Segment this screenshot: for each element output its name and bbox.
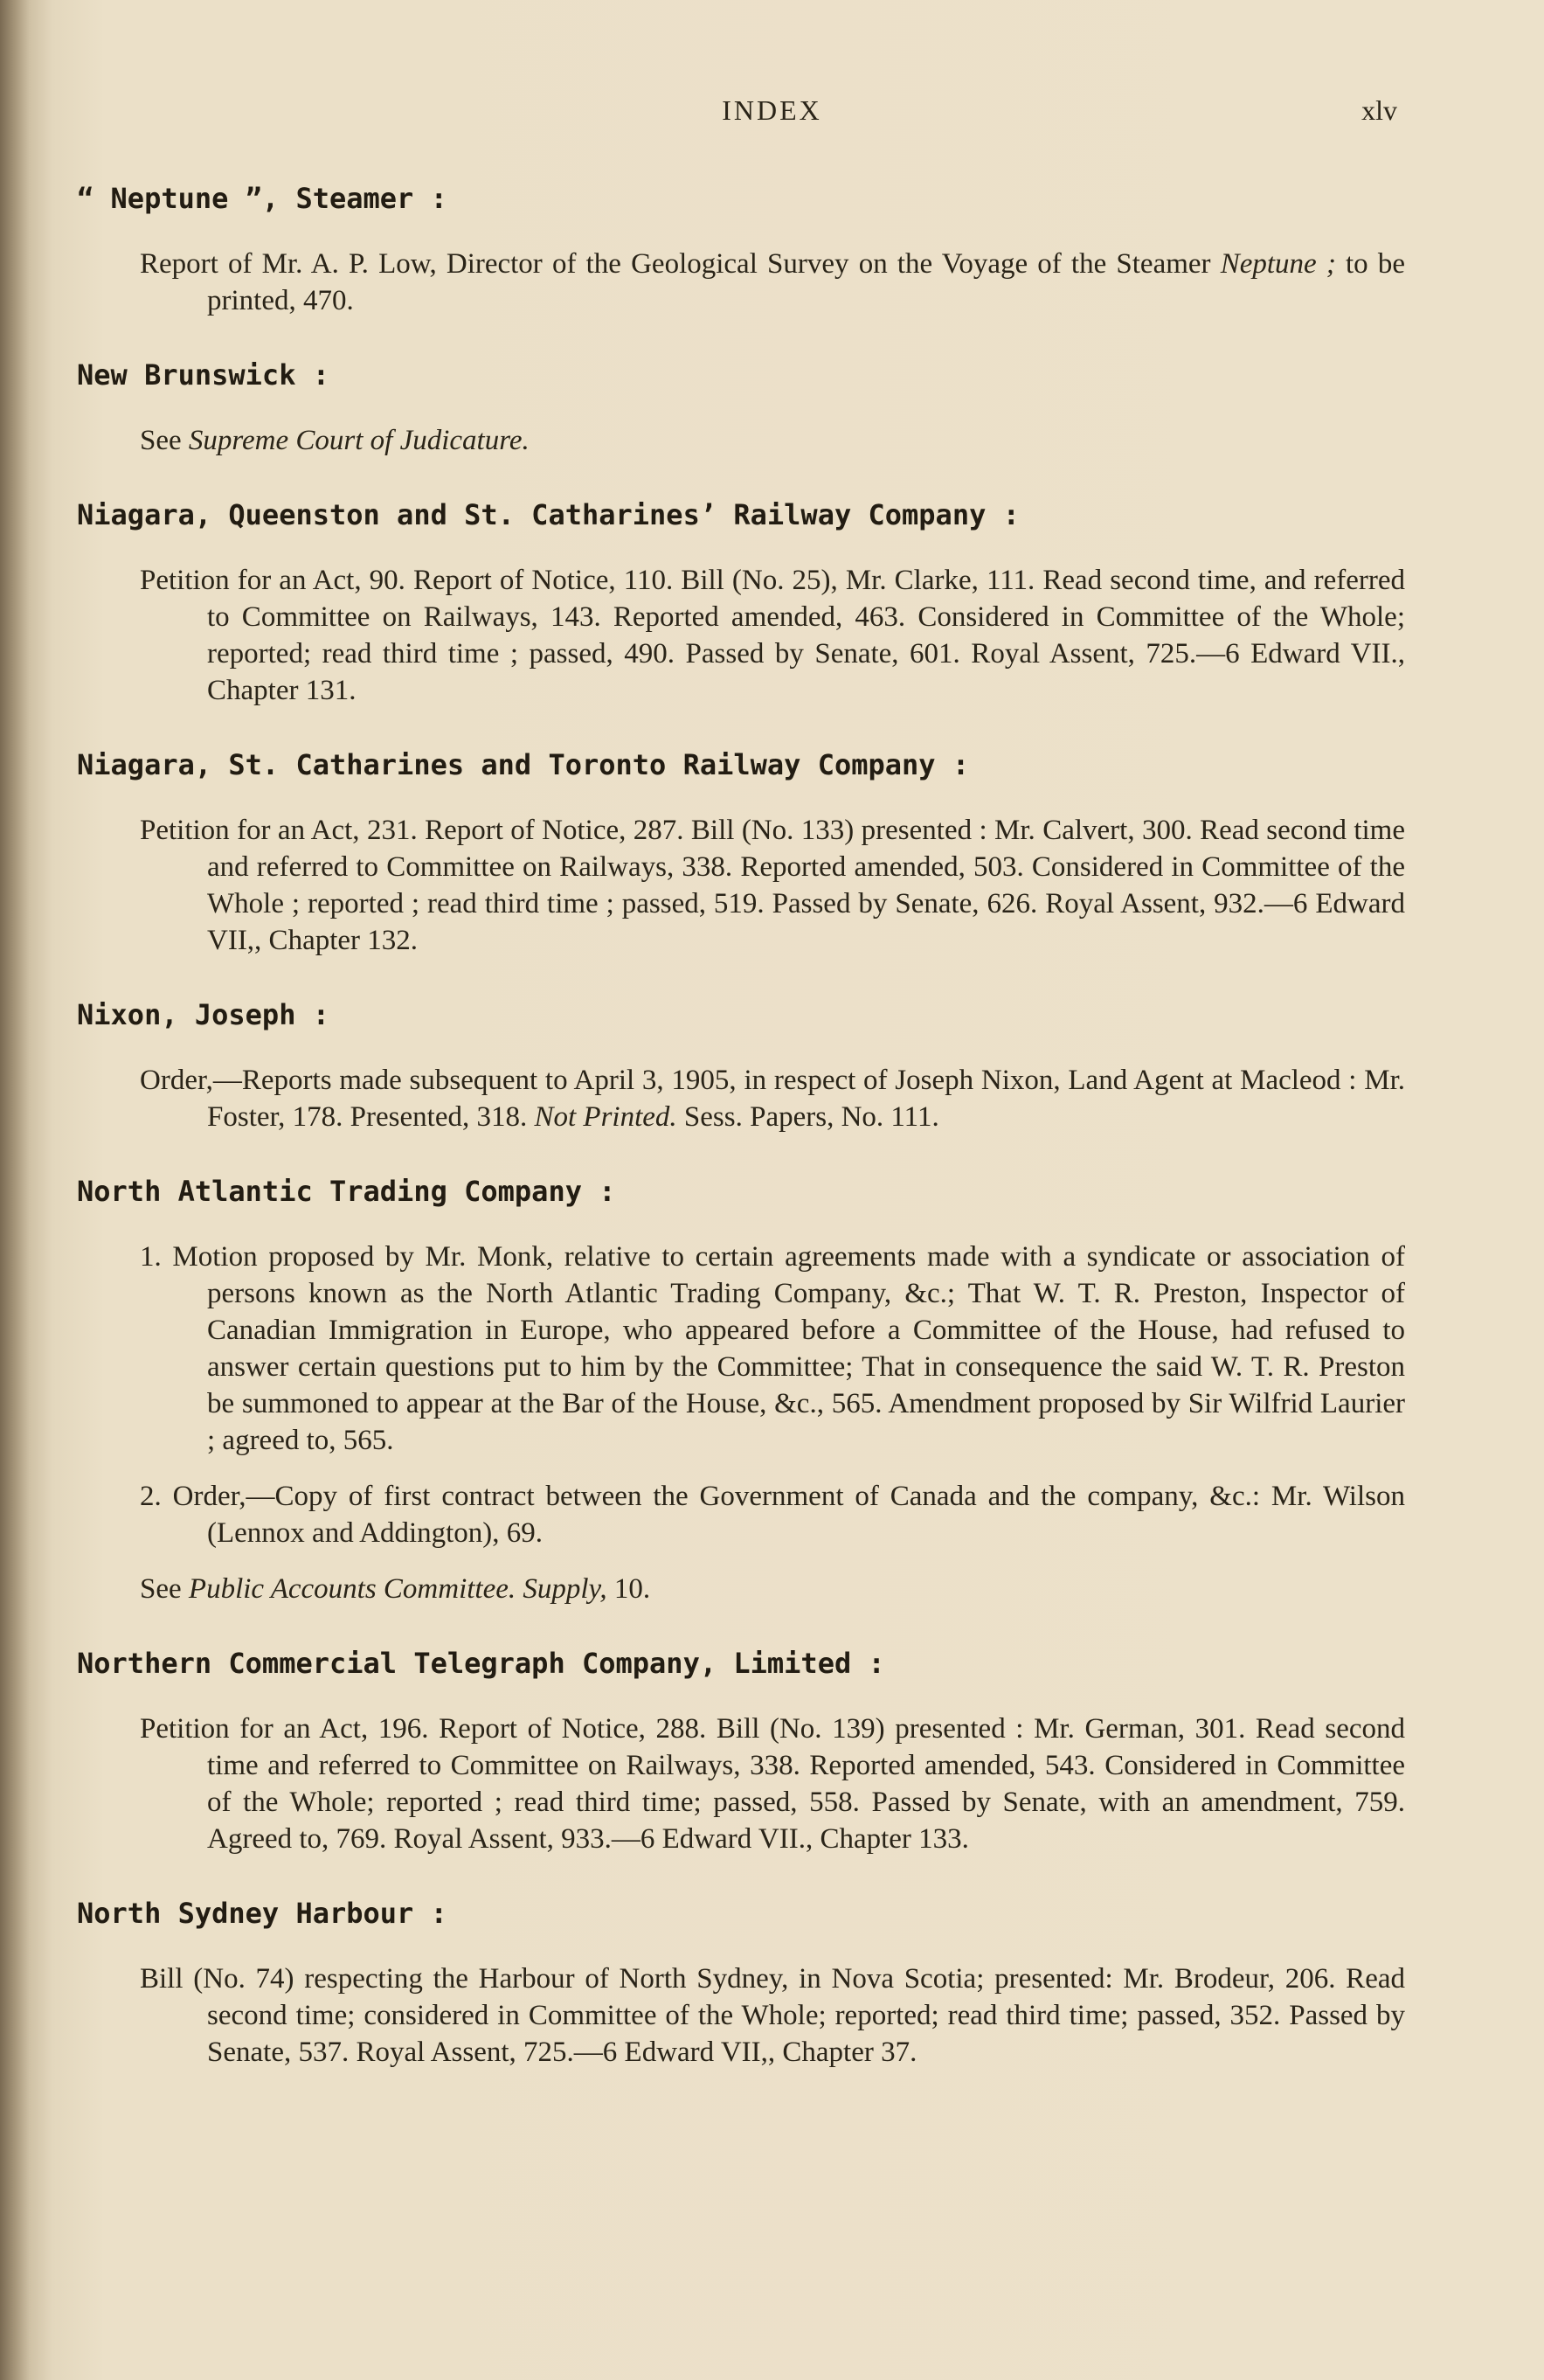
- entry-text: Order,—Reports made subsequent to April 3, 1905, in respect of Joseph Nixon, Land Agent at Macleod : Mr. Foster, 178. Presented, 318. Not Printed. Sess. Papers, No. 111.: [140, 1065, 1405, 1133]
- index-entry-niagara-queenston: [77, 496, 1405, 709]
- entry-item: 1. Motion proposed by Mr. Monk, relative to certain agreements made with a syndicate or association of persons known as the North Atlantic Trading Company, &c.; That W. T. R. Preston, Inspector of Canadian Immigration in Europe, who appeared before a Committee of the House, had refused to answer certain questions put to him by the Committee; That in consequence the said W. T. R. Preston be summoned to appear at the Bar of the House, &c., 565. Amendment proposed by Sir Wilfrid Laurier ; agreed to, 565.: [140, 1241, 1405, 1456]
- index-entry-niagara-st-catharines: [77, 746, 1405, 959]
- running-title: INDEX: [722, 94, 822, 126]
- index-entry-north-sydney-harbour: [77, 1894, 1405, 2071]
- entry-text: Report of Mr. A. P. Low, Director of the Geological Survey on the Voyage of the Steamer Neptune ; to be printed, 470.: [140, 248, 1405, 316]
- entry-heading: North Sydney Harbour :: [77, 1897, 447, 1930]
- see-reference: See Supreme Court of Judicature.: [140, 425, 530, 456]
- entry-heading: Nixon, Joseph :: [77, 998, 329, 1031]
- entry-text: Petition for an Act, 90. Report of Notice, 110. Bill (No. 25), Mr. Clarke, 111. Read second time, and referred to Committee on Railways, 143. Reported amended, 463. Considered in Committee of the Whole; reported; read third time ; passed, 490. Passed by Senate, 601. Royal Assent, 725.—6 Edward VII., Chapter 131.: [140, 565, 1405, 706]
- index-content: [77, 179, 1405, 2107]
- entry-heading: North Atlantic Trading Company :: [77, 1175, 616, 1208]
- entry-text: Petition for an Act, 196. Report of Notice, 288. Bill (No. 139) presented : Mr. German, 301. Read second time and referred to Committee on Railways, 338. Reported amended, 543. Considered in Committee of the Whole; reported ; read third time; passed, 558. Passed by Senate, with an amendment, 759. Agreed to, 769. Royal Assent, 933.—6 Edward VII., Chapter 133.: [140, 1713, 1405, 1855]
- entry-heading: New Brunswick :: [77, 358, 329, 392]
- index-entry-nixon-joseph: [77, 996, 1405, 1135]
- entry-heading: Northern Commercial Telegraph Company, Limited :: [77, 1647, 885, 1680]
- index-entry-neptune: [77, 179, 1405, 319]
- entry-item: 2. Order,—Copy of first contract between the Government of Canada and the company, &c.: Mr. Wilson (Lennox and Addington), 69.: [140, 1481, 1405, 1549]
- page-number: xlv: [1361, 94, 1397, 126]
- entry-heading: Niagara, St. Catharines and Toronto Railway Company :: [77, 748, 970, 781]
- entry-text: Petition for an Act, 231. Report of Notice, 287. Bill (No. 133) presented : Mr. Calvert, 300. Read second time and referred to Committee on Railways, 338. Reported amended, 503. Considered in Committee of the Whole ; reported ; read third time ; passed, 519. Passed by Senate, 626. Royal Assent, 932.—6 Edward VII,, Chapter 132.: [140, 815, 1405, 956]
- entry-heading: Niagara, Queenston and St. Catharines’ Railway Company :: [77, 498, 1020, 531]
- index-entry-new-brunswick: [77, 356, 1405, 459]
- see-reference: See Public Accounts Committee. Supply, 10.: [140, 1573, 651, 1605]
- entry-heading: “ Neptune ”, Steamer :: [77, 182, 447, 215]
- index-entry-northern-commercial-telegraph: [77, 1644, 1405, 1857]
- entry-text: Bill (No. 74) respecting the Harbour of North Sydney, in Nova Scotia; presented: Mr. Brodeur, 206. Read second time; considered in Committee of the Whole; reported; read third time; passed, 352. Passed by Senate, 537. Royal Assent, 725.—6 Edward VII,, Chapter 37.: [140, 1963, 1405, 2068]
- index-entry-north-atlantic-trading: [77, 1172, 1405, 1607]
- running-head: [0, 94, 1544, 129]
